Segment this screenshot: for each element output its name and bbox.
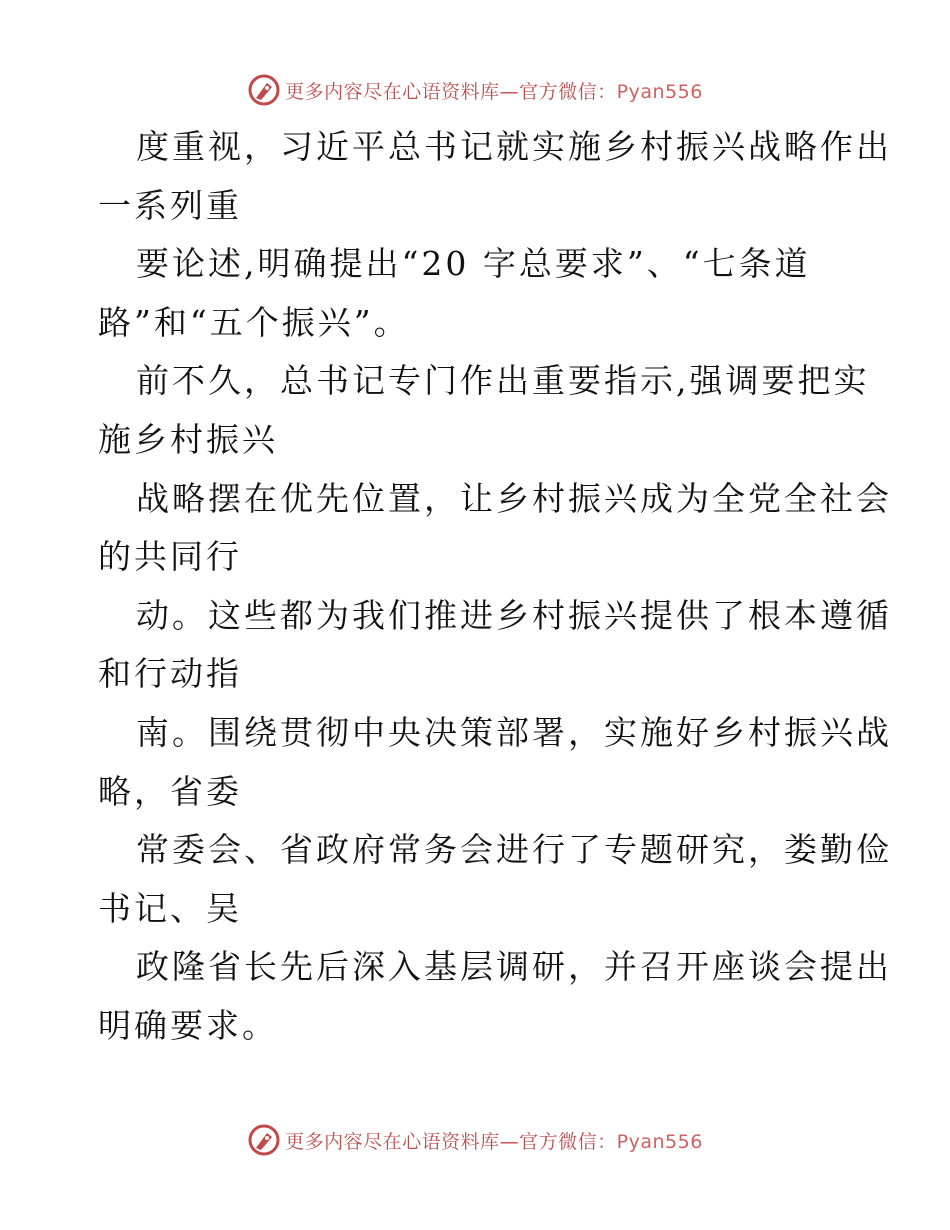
body-line: 战略摆在优先位置，让乡村振兴成为全党全社会: [136, 478, 892, 518]
watermark-label: 更多内容尽在心语资料库—官方微信：: [285, 80, 617, 103]
body-line: 一系列重: [98, 185, 242, 225]
footer-watermark: [0, 1120, 950, 1160]
body-line: 的共同行: [98, 537, 242, 577]
watermark-wechat-id: Pyan556: [616, 1130, 703, 1153]
body-line: 略，省委: [98, 771, 242, 811]
watermark-wechat-id: Pyan556: [616, 80, 703, 103]
body-line: 动。这些都为我们推进乡村振兴提供了根本遵循: [136, 595, 892, 635]
watermark-text: [285, 1127, 703, 1154]
body-line: 要论述,明确提出“20 字总要求”、“七条道: [136, 244, 811, 284]
pen-nib-seal-icon: [247, 73, 281, 107]
pen-nib-seal-icon: [247, 1123, 281, 1157]
document-body: [98, 118, 892, 1056]
watermark-label: 更多内容尽在心语资料库—官方微信：: [285, 1130, 617, 1153]
body-line: 明确要求。: [98, 1005, 278, 1045]
body-line: 书记、吴: [98, 888, 242, 928]
body-line: 度重视，习近平总书记就实施乡村振兴战略作出: [136, 127, 892, 166]
body-line: 南。围绕贯彻中央决策部署，实施好乡村振兴战: [136, 712, 892, 752]
body-line: 路”和“五个振兴”。: [98, 302, 410, 342]
body-line: 政隆省长先后深入基层调研，并召开座谈会提出: [136, 947, 892, 987]
body-line: 常委会、省政府常务会进行了专题研究，娄勤俭: [136, 830, 892, 870]
body-line: 前不久，总书记专门作出重要指示,强调要把实: [136, 361, 870, 401]
body-line: 和行动指: [98, 654, 242, 694]
watermark-text: [285, 77, 703, 104]
header-watermark: [0, 70, 950, 110]
body-line: 施乡村振兴: [98, 419, 278, 459]
